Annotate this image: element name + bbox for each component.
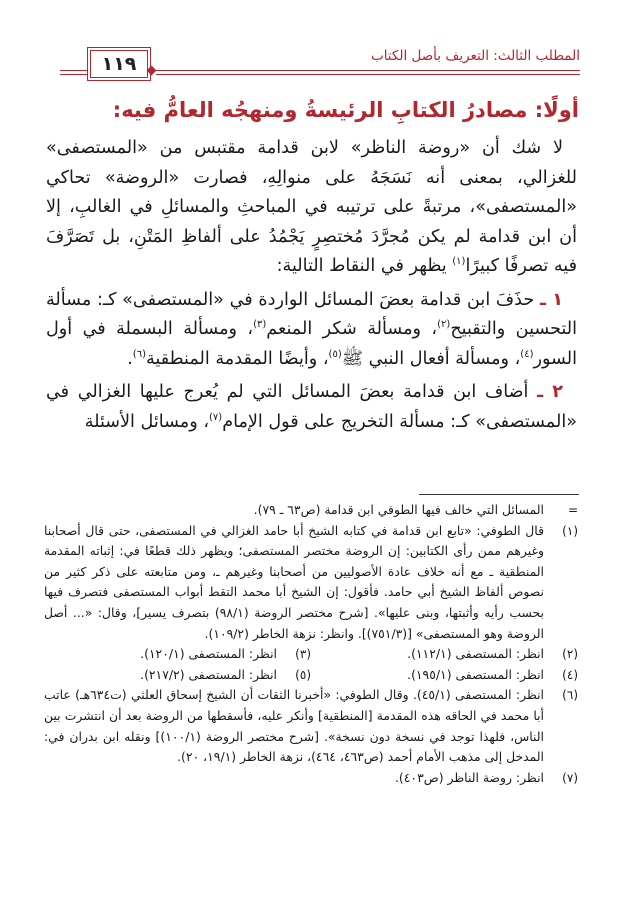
footnote-ref: (٥) <box>328 348 342 360</box>
footnote-mark: (٣) <box>295 647 311 662</box>
diamond-ornament-icon <box>147 66 157 76</box>
text-run: حذَفَ ابن قدامة بعضَ المسائل الواردة في «المستصفى» كـ: مسألة التحسين والتقبيح <box>46 289 577 339</box>
footnote-text: قال الطوفي: «تابع ابن قدامة في كتابه الشيخ أبا حامد الغزالي في المستصفى، حتى قال أصحابنا وغيرهم ممن رأى الكتابين: إن الروضة مختصر المستصفى؛ ويظهر ذلك قطعًا في: إثباته المقدمة المنطقية ـ مع أنه خلاف عادة الأصوليين من أصحابنا وغيرهم ـ، ومن متابعته على ذكر كثير من نصوص ألفاظ الشيخ أبي حامد. فأقول: إن الشيخ أبا محمد التقط أبواب المستصفى فتصرف فيها بحسب رأيه وأثبتها، وبنى عليها». [شرح مختصر الروضة (٩٨/١) بتصرف يسير]، وقال: «... أصل الروضة وهو المستصفى» [(٧٥١/٣)]. وانظر: نزهة الخاطر (١٠٩/٢). <box>44 522 544 641</box>
footnote-3 <box>44 644 311 665</box>
footnote-ref: (٤) <box>520 348 534 360</box>
footnote-mark: (٤) <box>562 667 578 682</box>
footnote-continued <box>44 500 578 521</box>
footnote-text: المسائل التي خالف فيها الطوفي ابن قدامة (ص٦٣ ـ ٧٩). <box>253 502 544 517</box>
header-title: المطلب الثالث: التعريف بأصل الكتاب <box>370 48 580 64</box>
running-header <box>60 48 580 82</box>
footnote-separator <box>419 494 579 495</box>
footnote-7 <box>44 768 578 789</box>
footnote-mark: (١) <box>562 523 578 538</box>
footnote-row <box>44 665 578 686</box>
footnote-text: انظر: المستصفى (١٢٠/١). <box>140 646 277 662</box>
footnote-4 <box>311 665 578 686</box>
footnote-ref: (٢) <box>437 319 451 331</box>
text-run: . <box>127 348 133 369</box>
footnote-text: انظر: روضة الناظر (ص٤٠٣). <box>394 769 544 785</box>
footnote-2 <box>311 644 578 665</box>
main-text <box>46 134 577 437</box>
text-run: ، ومسألة البسملة في أول السور <box>46 319 577 369</box>
text-run: ، ومسائل الأسئلة <box>84 411 209 432</box>
footnote-text: انظر: المستصفى (١٩٥/١). <box>407 666 544 682</box>
paragraph-intro <box>46 134 577 282</box>
footnote-ref: (٦) <box>132 348 146 360</box>
footnote-mark: (٢) <box>562 647 578 662</box>
text-run: لا شك أن «روضة الناظر» لابن قدامة مقتبس من «المستصفى» للغزالي، بمعنى أنه نَسَجَهُ على منوالِهِ، فصارت «الروضة» تحاكي «المستصفى»، مرتبةً على ترتيبه في المباحثِ والمسائلِ في الغالبِ، إلا أن ابن قدامة لم يكن مُجرَّدَ مُختصِرٍ يَجْمُدُ على ألفاظِ المَتْنِ، بل تَصَرَّفَ فيه تصرفًا كبيرًا <box>46 138 577 276</box>
footnote-mark: (٥) <box>295 667 311 682</box>
footnote-mark: (٦) <box>562 688 578 703</box>
paragraph-point-2 <box>46 378 577 437</box>
text-run: أضاف ابن قدامة بعضَ المسائل التي لم يُعرج عليها الغزالي في «المستصفى» كـ: مسألة التخريج على قول الإمام <box>46 382 577 432</box>
text-run: ، ومسألة شكر المنعم <box>266 319 438 339</box>
footnote-ref: (١) <box>452 256 466 268</box>
footnote-row <box>44 644 578 665</box>
footnote-1 <box>44 521 578 645</box>
section-heading: أولًا: مصادرُ الكتابِ الرئيسةُ ومنهجُه العامُّ فيه: <box>112 98 579 122</box>
footnote-text: انظر: المستصفى (٤٥/١). وقال الطوفي: «أخبرنا الثقات أن الشيخ إسحاق العلثي (ت٦٣٤هـ) عاتب أبا محمد في الحاقه هذه المقدمة [المنطقية] وأنكر عليه، فأسقطها من الروضة بعد أن انتشرت بين الناس، فلهذا توجد في نسخة دون نسخة». [شرح مختصر الروضة (١٠٠/١)] ونقله ابن بدران في: المدخل إلى مذهب الأمام أحمد (ص٤٦٣، ٤٦٤)، نزهة الخاطر (١٩/١، ٢٠). <box>44 687 544 765</box>
header-rule-left <box>60 70 88 75</box>
text-run: ، وأيضًا المقدمة المنطقية <box>145 348 329 369</box>
text-run: ، ومسألة أفعال النبي ﷺ <box>341 348 521 369</box>
header-rule <box>156 70 580 75</box>
footnote-text: انظر: المستصفى (١١٢/١). <box>407 646 544 662</box>
point-number: ٢ ـ <box>537 382 564 402</box>
footnote-mark: = <box>567 503 578 517</box>
footnotes <box>44 500 578 788</box>
footnote-ref: (٣) <box>253 319 267 331</box>
footnote-ref: (٧) <box>209 411 223 423</box>
text-run: يظهر في النقاط التالية: <box>276 256 453 276</box>
footnote-mark: (٧) <box>562 770 578 785</box>
point-number: ١ ـ <box>539 289 563 310</box>
paragraph-point-1 <box>46 286 577 375</box>
footnote-5 <box>44 665 311 686</box>
footnote-text: انظر: المستصفى (٢١٧/٢). <box>140 666 277 682</box>
footnote-6 <box>44 685 578 767</box>
page-number: ١١٩ <box>90 50 148 78</box>
